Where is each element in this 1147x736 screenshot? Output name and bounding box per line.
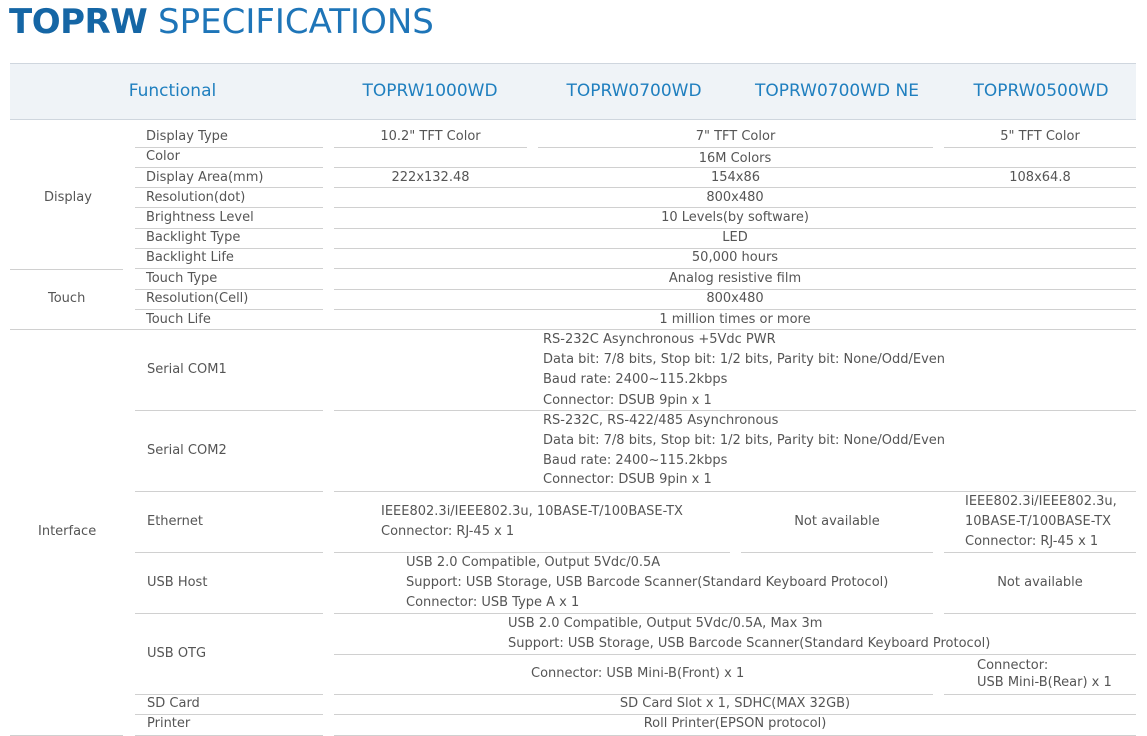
cell-com2-line: Connector: DSUB 9pin x 1 — [543, 472, 712, 487]
cell-com1-line: Data bit: 7/8 bits, Stop bit: 1/2 bits, Parity bit: None/Odd/Even — [543, 352, 946, 367]
group-divider — [10, 329, 1136, 330]
page-title-suffix: SPECIFICATIONS — [147, 2, 434, 42]
cell-resolution-cell: 800x480 — [706, 291, 764, 306]
row-label-usb-host: USB Host — [147, 575, 208, 590]
cell-usb-otg-rear-line: USB Mini-B(Rear) x 1 — [977, 675, 1112, 690]
row-label-color: Color — [146, 149, 180, 164]
cell-com1-line: Connector: DSUB 9pin x 1 — [543, 393, 712, 408]
cell-usb-otg-line: Support: USB Storage, USB Barcode Scanner(Standard Keyboard Protocol) — [508, 636, 991, 651]
header-model-toprw0700wd: TOPRW0700WD — [566, 81, 702, 101]
cell-touch-type: Analog resistive film — [668, 271, 802, 286]
cell-printer: Roll Printer(EPSON protocol) — [643, 716, 827, 731]
cell-usb-otg-front: Connector: USB Mini-B(Front) x 1 — [531, 666, 745, 681]
cell-sd-card: SD Card Slot x 1, SDHC(MAX 32GB) — [619, 696, 851, 711]
row-label-brightness: Brightness Level — [146, 210, 254, 225]
header-model-toprw0500wd: TOPRW0500WD — [973, 81, 1109, 101]
group-label-interface: Interface — [38, 524, 97, 539]
row-label-resolution-dot: Resolution(dot) — [146, 190, 246, 205]
cell-usb-host-0500: Not available — [997, 575, 1083, 590]
row-label-touch-life: Touch Life — [146, 312, 211, 327]
row-label-resolution-cell: Resolution(Cell) — [146, 291, 249, 306]
row-label-display-type: Display Type — [146, 129, 228, 144]
cell-display-type-0500: 5" TFT Color — [1000, 129, 1080, 144]
cell-brightness: 10 Levels(by software) — [661, 210, 809, 225]
cell-touch-life: 1 million times or more — [659, 312, 811, 327]
cell-ethernet-line: Connector: RJ-45 x 1 — [381, 524, 515, 539]
row-label-backlight-type: Backlight Type — [146, 230, 241, 245]
cell-display-area-0500: 108x64.8 — [1009, 170, 1071, 185]
cell-backlight-type: LED — [722, 230, 748, 245]
header-model-toprw0700wd-ne: TOPRW0700WD NE — [755, 81, 919, 101]
row-label-usb-otg: USB OTG — [147, 646, 207, 661]
row-label-backlight-life: Backlight Life — [146, 250, 234, 265]
cell-display-type-1000: 10.2" TFT Color — [380, 129, 481, 144]
cell-display-area-0700: 154x86 — [710, 170, 761, 185]
group-label-display: Display — [44, 190, 92, 205]
cell-usb-host-line: USB 2.0 Compatible, Output 5Vdc/0.5A — [406, 555, 661, 570]
cell-ethernet-0500-line: Connector: RJ-45 x 1 — [965, 534, 1099, 549]
cell-color: 16M Colors — [698, 151, 772, 166]
group-divider — [10, 269, 123, 270]
cell-com2-line: RS-232C, RS-422/485 Asynchronous — [543, 413, 779, 428]
cell-usb-otg-rear-line: Connector: — [977, 658, 1049, 673]
cell-backlight-life: 50,000 hours — [691, 250, 779, 265]
row-label-printer: Printer — [147, 716, 191, 731]
cell-ethernet-0500-line: IEEE802.3i/IEEE802.3u, — [965, 494, 1117, 509]
row-label-display-area: Display Area(mm) — [146, 170, 264, 185]
cell-ethernet-ne: Not available — [794, 514, 880, 529]
cell-com2-line: Data bit: 7/8 bits, Stop bit: 1/2 bits, Parity bit: None/Odd/Even — [543, 433, 946, 448]
cell-resolution-dot: 800x480 — [706, 190, 764, 205]
page-title — [9, 2, 434, 42]
row-label-sd-card: SD Card — [147, 696, 200, 711]
cell-display-area-1000: 222x132.48 — [391, 170, 470, 185]
cell-com1-line: Baud rate: 2400~115.2kbps — [543, 372, 728, 387]
row-label-ethernet: Ethernet — [147, 514, 203, 529]
cell-usb-host-line: Support: USB Storage, USB Barcode Scanner(Standard Keyboard Protocol) — [406, 575, 889, 590]
cell-usb-host-line: Connector: USB Type A x 1 — [406, 595, 580, 610]
cell-ethernet-line: IEEE802.3i/IEEE802.3u, 10BASE-T/100BASE-TX — [381, 504, 683, 519]
cell-com2-line: Baud rate: 2400~115.2kbps — [543, 453, 728, 468]
row-label-serial-com2: Serial COM2 — [147, 443, 227, 458]
row-label-touch-type: Touch Type — [146, 271, 218, 286]
row-label-serial-com1: Serial COM1 — [147, 362, 227, 377]
cell-com1-line: RS-232C Asynchronous +5Vdc PWR — [543, 332, 776, 347]
table-header — [10, 63, 1136, 120]
cell-display-type-0700: 7" TFT Color — [695, 129, 776, 144]
cell-ethernet-0500-line: 10BASE-T/100BASE-TX — [965, 514, 1112, 529]
page-title-brand: TOPRW — [9, 2, 148, 42]
group-label-touch: Touch — [48, 291, 86, 306]
header-functional: Functional — [128, 81, 217, 101]
cell-usb-otg-line: USB 2.0 Compatible, Output 5Vdc/0.5A, Max 3m — [508, 616, 823, 631]
header-model-toprw1000wd: TOPRW1000WD — [362, 81, 498, 101]
